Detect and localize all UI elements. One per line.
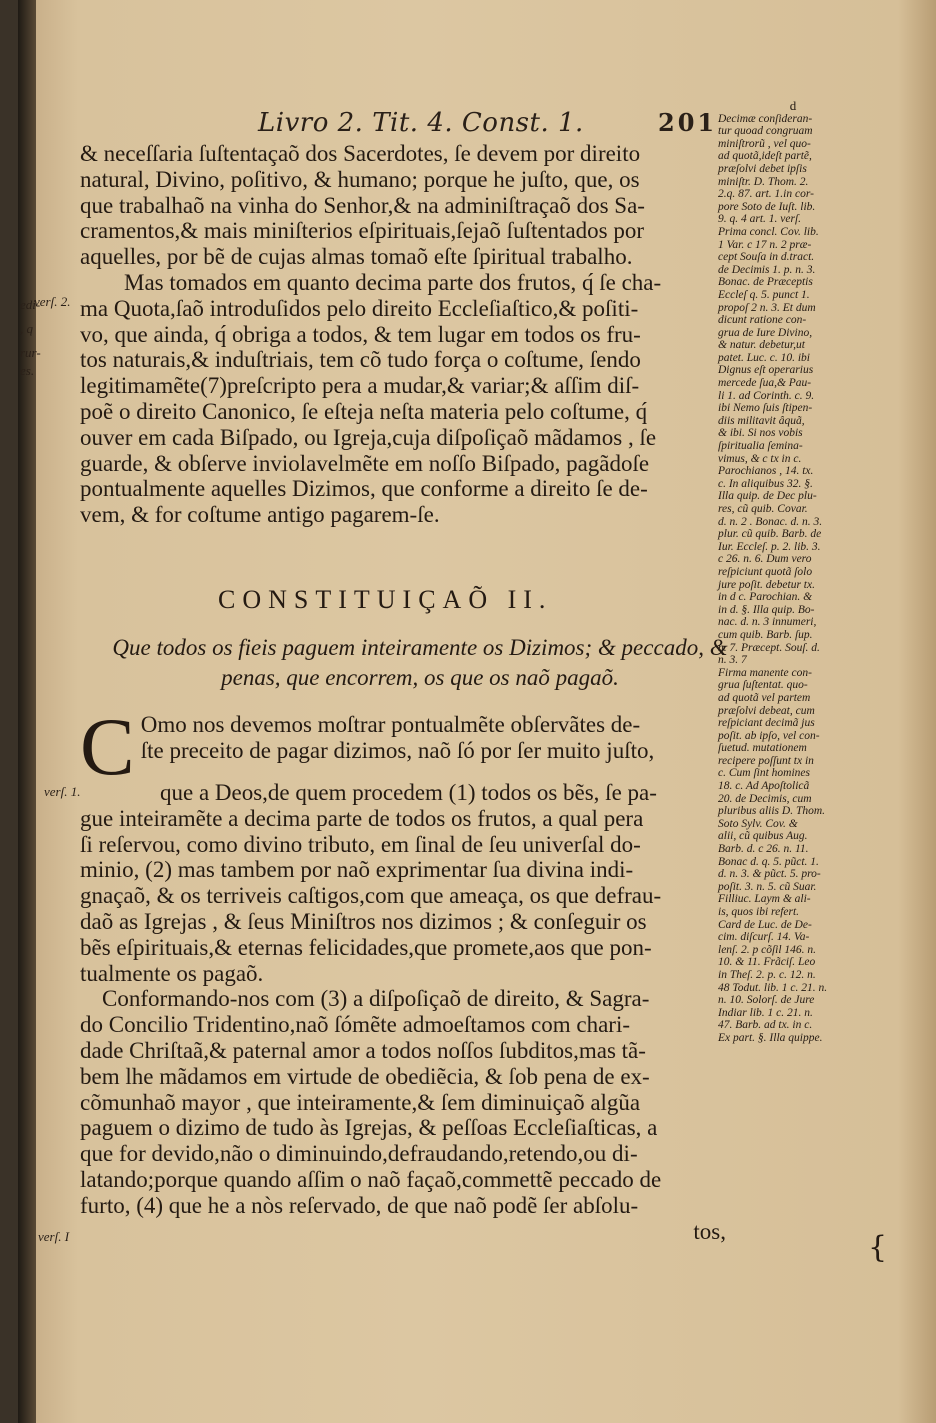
text-line: ma Quota,ſaõ introduſidos pelo direito Eccleſiaſtico,& poſiti- (80, 295, 639, 321)
paragraph-block-1 (80, 141, 726, 528)
paragraph-block-2 (80, 701, 726, 1244)
text-line: tos, (693, 1218, 726, 1244)
citation-line: plur. cũ quib. Barb. de (718, 528, 822, 541)
citation-line: recipere poſſunt tx in (718, 754, 814, 767)
text-line: tos naturais,& induſtriais, tem cõ tudo força o coſtume, ſendo (80, 347, 641, 373)
citation-line: n. 3. 7 (718, 654, 747, 667)
citation-line: miniſtrorũ , vel quo- (718, 137, 811, 150)
text-line: Mas tomados em quanto decima parte dos frutos, q́ ſe cha- (124, 269, 662, 295)
citation-line: vimus, & c tx in c. (718, 452, 802, 465)
section-title: CONSTITUIÇAÕ II. (218, 585, 553, 614)
citation-line: d (789, 98, 797, 113)
citation-line: 47. Barb. ad tx. in c. (718, 1019, 813, 1032)
book-spine (18, 0, 36, 1423)
citation-line: ad quotã,ideſt partẽ, (718, 150, 812, 163)
citation-line: res, cũ quib. Covar. (718, 503, 808, 515)
page-number: 201 (658, 108, 718, 137)
citation-line: pore Soto de Iuſt. lib. (718, 200, 816, 213)
text-line: latando;porque quando aſſim o naõ façaõ,commettẽ peccado de (80, 1166, 662, 1192)
citation-line: 2.q. 87. art. 1.in cor- (718, 188, 814, 201)
citation-line: Illa quip. de Dec plu- (718, 490, 817, 503)
text-line: que trabalhaõ na vinha do Senhor,& na adminiſtraçaõ dos Sa- (80, 192, 645, 218)
citation-line: in Theſ. 2. p. c. 12. n. (718, 968, 816, 981)
citation-line: in d. §. Illa quip. Bo- (718, 603, 815, 616)
text-line: Omo nos devemos moſtrar pontualmẽte obſervãtes de- (140, 712, 641, 737)
citation-line: poſit. 3. n. 5. cũ Suar. (718, 880, 817, 893)
citation-line: cum quib. Barb. ſup. (718, 628, 813, 641)
text-line: ouver em cada Biſpado, ou Igreja,cuja diſpoſiçaõ mãdamos , ſe (80, 424, 657, 450)
citation-line: Card de Luc. de De- (718, 918, 812, 931)
section-subtitle (100, 633, 740, 693)
citation-line: præſolvi debeat, cum (718, 704, 815, 717)
citation-line: 9. q. 4 art. 1. verſ. (718, 213, 802, 226)
citation-line: cept Souſa in d.tract. (718, 251, 815, 264)
citation-line: grua ſuſtentat. quo- (718, 679, 808, 692)
citation-line: grua de Iure Divino, (718, 326, 813, 339)
citation-line: lenſ. 2. p cõſil 146. n. (718, 943, 817, 956)
citation-line: cim. diſcurſ. 14. Va- (718, 931, 810, 944)
citation-line: 10. & 11. Frãciſ. Leo (718, 956, 816, 969)
citation-line: tur quoad congruam (718, 125, 813, 138)
text-line: legitimamẽte(7)preſcripto pera a mudar,& variar;& aſſim diſ- (80, 373, 640, 399)
text-line: que a Deos,de quem procedem (1) todos os bẽs, ſe pa- (160, 780, 657, 805)
citation-line: nac. d. n. 3 innumeri, (718, 616, 817, 629)
citation-line: in d c. Parochian. & (718, 591, 813, 604)
text-line: furto, (4) que he a nòs reſervado, de que naõ podẽ ſer abſolu- (80, 1192, 639, 1218)
text-line: gue inteiramẽte a decima parte de todos os frutos, a qual pera (80, 805, 644, 831)
citation-line: Decimæ conſideran- (718, 112, 813, 125)
citation-line: 48 Todut. lib. 1 c. 21. n. (718, 981, 828, 994)
margin-verse-marker: verſ. I (38, 1229, 70, 1244)
text-line: bem lhe mãdamos em virtude de obediẽcia, & ſob pena de ex- (80, 1063, 650, 1089)
citation-line: n. 7. Præcept. Souſ. d. (718, 641, 820, 654)
citation-line: d. n. 3. & pũct. 5. pro- (718, 868, 821, 881)
text-line: poẽ o direito Canonico, ſe eſteja neſta materia pelo coſtume, q́ (80, 398, 648, 424)
citation-line: c 26. n. 6. Dum vero (718, 553, 812, 566)
citation-line: 1 Var. c 17 n. 2 præ- (718, 238, 812, 251)
running-title: Livro 2. Tit. 4. Const. 1. (258, 108, 584, 138)
text-line: vo, que ainda, q́ obriga a todos, & tem lugar em todos os fru- (80, 321, 641, 347)
text-line: aquelles, por bẽ de cujas almas tomaõ eſte ſpiritual trabalho. (80, 244, 633, 270)
book-page (18, 0, 936, 1423)
citation-line: jure poſit. debetur tx. (718, 578, 815, 591)
text-line: bẽs eſpirituais,& eternas felicidades,que promete,aos que pon- (80, 934, 652, 960)
margin-note: es. (20, 363, 35, 378)
citation-line: Ex part. §. Illa quippe. (718, 1031, 823, 1044)
citation-line: & natur. debetur,ut (718, 339, 805, 352)
marginal-citations (718, 100, 868, 1045)
text-line: ſte preceito de pagar dizimos, naõ ſó por ſer muito juſto, (140, 737, 655, 763)
text-line: pontualmente aquelles Dizimos, que conforme a direito ſe de- (80, 476, 648, 502)
citation-line: ibi Nemo ſuis ſtipen- (718, 402, 813, 415)
text-line: que for devido,não o diminuindo,defraudando,retendo,ou di- (80, 1141, 638, 1167)
citation-line: Barb. d. c 26. n. 11. (718, 843, 809, 856)
margin-note: , q (20, 321, 33, 336)
drop-cap: C (80, 701, 135, 792)
citation-line: Bonac d. q. 5. pũct. 1. (718, 855, 819, 868)
citation-line: li 1. ad Corinth. c. 9. (718, 389, 815, 402)
citation-line: 18. c. Ad Apoſtolicã (718, 780, 810, 793)
margin-verse-marker: verſ. 2. (34, 294, 71, 309)
text-line: ſi reſervou, como divino tributo, em ſinal de ſeu univerſal do- (80, 831, 641, 857)
citation-line: Filliuc. Laym & ali- (718, 893, 811, 906)
subtitle-line: penas, que encorrem, os que os naõ pagaõ. (221, 665, 619, 690)
citation-line: c. In aliquibus 32. §. (718, 477, 813, 490)
page-edge-bracket: { (868, 1230, 888, 1265)
citation-line: n. 10. Solorſ. de Jure (718, 994, 815, 1007)
citation-line: Soto Sylv. Cov. & (718, 817, 798, 830)
text-line: guarde, & obſerve inviolavelmẽte em noſſo Biſpado, pagãdoſe (80, 450, 650, 476)
text-line: dade Chriſtaã,& paternal amor a todos noſſos ſubditos,mas tã- (80, 1037, 646, 1063)
text-line: minio, (2) mas tambem por naõ exprimentar ſua divina indi- (80, 857, 634, 883)
subtitle-line: Que todos os fieis paguem inteiramente os Dizimos; & peccado, & (112, 635, 728, 660)
citation-line: propoſ 2 n. 3. Et dum (718, 301, 816, 314)
citation-line: Prima concl. Cov. lib. (718, 225, 819, 238)
citation-line: patet. Luc. c. 10. ibi (718, 351, 810, 364)
citation-line: alii, cũ quibus Aug. (718, 830, 808, 843)
margin-verse-marker: verſ. 1. (44, 784, 81, 799)
text-line: cõmunhaõ mayor , que inteiramente,& ſem diminuiçaõ algũa (80, 1089, 641, 1115)
text-line: paguem o dizimo de tudo às Igrejas, & peſſoas Eccleſiaſticas, a (80, 1115, 658, 1141)
citation-line: pluribus aliis D. Thom. (718, 805, 826, 818)
citation-line: reſpiciunt quotã ſolo (718, 565, 813, 578)
citation-line: c. Cum ſint homines (718, 767, 810, 780)
citation-line: Bonac. de Præceptis (718, 276, 813, 289)
citation-line: præſolvi debet ipſis (718, 162, 807, 175)
citation-line: Firma manente con- (718, 666, 812, 679)
text-line: do Concilio Tridentino,naõ ſómẽte admoeſtamos com chari- (80, 1012, 630, 1038)
citation-line: d. n. 2 . Bonac. d. n. 3. (718, 515, 823, 528)
text-line: daõ as Igrejas , & ſeus Miniſtros nos dizimos ; & conſeguir os (80, 908, 647, 934)
citation-line: mercede ſua,& Pau- (718, 377, 812, 390)
citation-line: miniſtr. D. Thom. 2. (718, 175, 809, 188)
citation-line: & ibi. Si nos vobis (718, 427, 803, 440)
citation-line: de Decimis 1. p. n. 3. (718, 263, 816, 276)
text-line: gnaçaõ, & os terriveis caſtigos,com que ameaça, os que defrau- (80, 883, 662, 909)
margin-note: rur- (20, 345, 41, 360)
citation-line: Iur. Eccleſ. p. 2. lib. 3. (718, 540, 821, 553)
text-line: natural, Divino, poſitivo, & humano; porque he juſto, que, os (80, 166, 640, 192)
citation-line: Indiar lib. 1 c. 21. n. (718, 1006, 813, 1019)
citation-line: Parochianos , 14. tx. (718, 465, 814, 478)
text-line: & neceſſaria ſuſtentaçaõ dos Sacerdotes, ſe devem por direito (80, 141, 641, 166)
citation-line: is, quos ibi refert. (718, 906, 800, 918)
text-line: tualmente os pagaõ. (80, 960, 264, 986)
citation-line: ad quotã vel partem (718, 691, 811, 704)
text-line: vem, & for coſtume antigo pagarem-ſe. (80, 502, 440, 528)
citation-line: ſpiritualia ſemina- (718, 440, 803, 453)
margin-note: edi- (20, 297, 41, 312)
citation-line: poſit. ab ipſo, vel con- (718, 729, 820, 742)
citation-line: reſpiciant decimã jus (718, 717, 815, 730)
citation-line: ſuetud. mutationem (718, 742, 807, 755)
citation-line: Dignus eſt operarius (718, 364, 814, 377)
citation-line: 20. de Decimis, cum (718, 792, 812, 805)
text-line: cramentos,& mais miniſterios eſpirituais,ſejaõ ſuſtentados por (80, 218, 645, 244)
text-line: Conformando-nos com (3) a diſpoſiçaõ de direito, & Sagra- (102, 986, 650, 1012)
citation-line: Eccleſ q. 5. punct 1. (718, 288, 810, 301)
citation-line: dicunt ratione con- (718, 314, 807, 327)
citation-line: diis militavit âquã, (718, 414, 805, 427)
